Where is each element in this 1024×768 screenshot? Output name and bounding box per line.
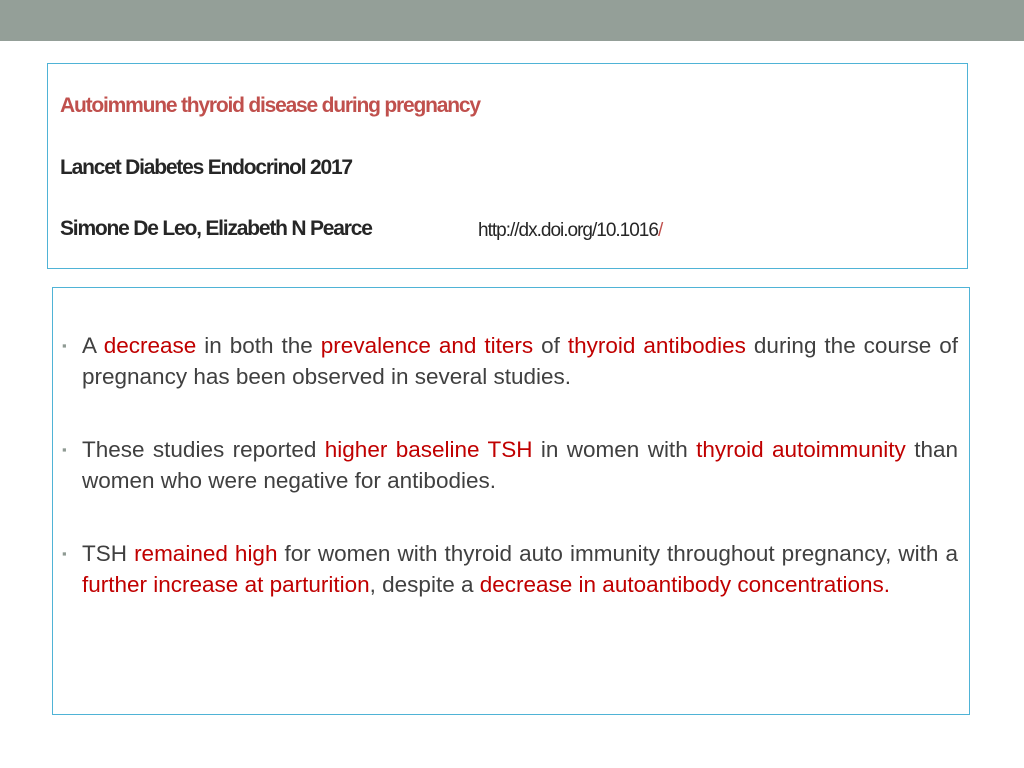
authors: Simone De Leo, Elizabeth N Pearce — [60, 217, 372, 240]
bullet-text: in women with — [532, 437, 697, 462]
title-box — [47, 63, 968, 269]
highlighted-text: higher baseline TSH — [324, 437, 533, 462]
highlighted-text: thyroid autoimmunity — [696, 437, 906, 462]
bullet-text: in both the — [196, 333, 321, 358]
bullet-text: These studies reported — [82, 437, 325, 462]
journal-citation: Lancet Diabetes Endocrinol 2017 — [60, 156, 352, 179]
bullet-text: , despite a — [369, 572, 480, 597]
highlighted-text: further increase at parturition — [82, 572, 370, 597]
doi-link[interactable] — [478, 220, 662, 242]
bullet-text: than women who were negative for antibodies. — [82, 437, 958, 493]
bullet-marker-icon: ▪ — [62, 442, 67, 457]
bullet-item — [62, 538, 958, 600]
content-box — [52, 287, 970, 715]
bullet-list — [53, 330, 969, 600]
bullet-text: of — [533, 333, 568, 358]
bullet-item — [62, 330, 958, 392]
highlighted-text: decrease in autoantibody concentrations. — [479, 572, 891, 597]
bullet-text: during the course of pregnancy has been observed in several studies. — [82, 333, 958, 389]
bullet-text: A — [82, 333, 104, 358]
bullet-item — [62, 434, 958, 496]
highlighted-text: prevalence and titers — [320, 333, 534, 358]
highlighted-text: decrease — [103, 333, 197, 358]
highlighted-text: thyroid antibodies — [567, 333, 746, 358]
doi-link-text: http://dx.doi.org/10.1016 — [478, 220, 658, 241]
bullet-text: for women with thyroid auto immunity throughout pregnancy, with a — [277, 541, 958, 566]
slide-title: Autoimmune thyroid disease during pregnancy — [60, 94, 480, 117]
top-bar — [0, 0, 1024, 41]
bullet-marker-icon: ▪ — [62, 546, 67, 561]
doi-link-slash: / — [657, 220, 663, 241]
bullet-text: TSH — [82, 541, 135, 566]
highlighted-text: remained high — [134, 541, 278, 566]
bullet-marker-icon: ▪ — [62, 338, 67, 353]
